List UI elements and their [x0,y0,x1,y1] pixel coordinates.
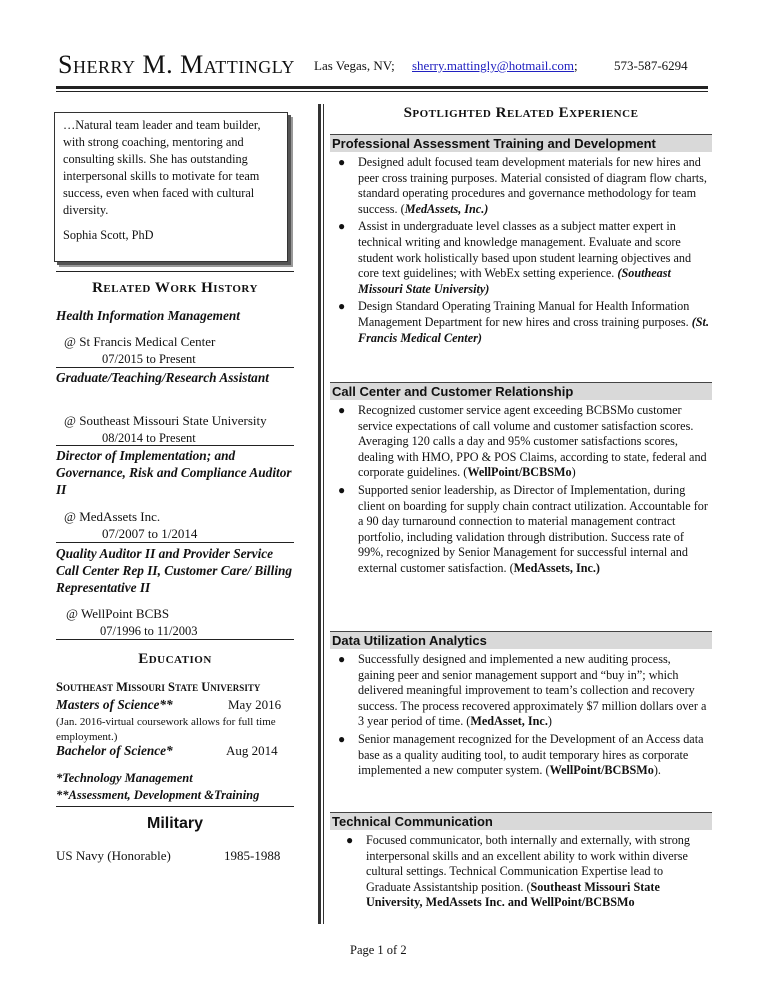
experience-heading: Spotlighted Related Experience [403,105,639,121]
job-location: @ MedAssets Inc. [64,509,161,524]
job-location: @ Southeast Missouri State University [64,413,267,428]
bullet-text: Successfully designed and implemented a new auditing process, gaining peer and senior management support and “buy in”; which delivered meaningful improvement to team’s collection and recovery success. The process recovered approximately $7 million dollars over a 3 year period of time. ( [358,652,707,729]
testimonial-box [54,112,288,262]
bullet-icon: ● [346,833,354,847]
bullet-tail: ). [653,763,661,778]
column-divider [318,104,321,924]
bullet-icon: ● [338,299,346,314]
military-service: US Navy (Honorable) [56,848,171,863]
location: Las Vegas, NV; [314,58,395,73]
list-item [338,833,710,911]
testimonial-author: Sophia Scott, PhD [63,228,154,242]
job-location: @ St Francis Medical Center [64,334,216,349]
job-title: Quality Auditor II and Provider Service Call Center Rep II, Customer Care/ Billing Representative II [56,546,293,595]
employer-tag: MedAssets, Inc.) [513,560,600,575]
job-location: @ WellPoint BCBS [66,606,170,621]
section-rule [56,639,294,640]
bullet-text: Senior management recognized for the Development of an Access data base as a quality auditing tool, to audit temporary hires as corporate implemented a new computer system. ( [358,731,704,778]
masters-date: May 2016 [228,697,282,712]
bullet-text: Recognized customer service agent exceeding BCBSMo customer service expectations of call volume and customer satisfaction scores. Averaging 120 calls a day and 95% customer satisfactions scores, dealing with HMO, PPO & POS Claims, according to state, federal and corporate guidelines. ( [358,403,707,480]
bullet-tail: ) [547,714,552,729]
work-history-heading: Related Work History [92,280,258,296]
job-dates: 07/1996 to 11/2003 [100,624,198,638]
email-link[interactable]: sherry.mattingly@hotmail.com [412,58,575,73]
column-divider-thin [323,104,324,924]
bullet-list-data-analytics [330,652,710,779]
degree-note-2: **Assessment, Development &Training [56,788,260,802]
employer-tag: (St. Francis Medical Center) [358,314,709,345]
list-item [330,483,710,577]
bullet-text: Assist in undergraduate level classes as a subject matter expert in technical writing and knowledge management. Evaluate and score student work holistically based upon student learning objectives and core text guidelines; with WebEx setting experience. [358,219,692,281]
list-item [330,299,710,346]
employer-tag: MedAsset, Inc. [470,714,548,729]
section-bar-professional: Professional Assessment Training and Development [330,134,712,152]
section-bar-call-center: Call Center and Customer Relationship [330,382,712,400]
employer-tag: (Southeast Missouri State University) [358,266,671,296]
job-rule [56,542,294,543]
section-rule [56,806,294,807]
header-rule [56,86,708,89]
bullet-icon: ● [338,731,346,746]
military-heading: Military [146,815,203,832]
email-line [412,58,578,74]
job-dates: 07/2015 to Present [102,352,196,366]
employer-tag: WellPoint/BCBSMo [549,763,654,778]
bachelors-degree: Bachelor of Science* [56,743,173,758]
job-rule [56,445,294,446]
job-title: Graduate/Teaching/Research Assistant [56,370,269,385]
education-heading: Education [138,651,212,667]
employer-tag: Southeast Missouri State University, MedAssets Inc. and WellPoint/BCBSMo [366,879,660,910]
bullet-text: Focused communicator, both internally and externally, with strong interpersonal skills and an excellent ability to work within diverse cultural settings. Technical Communication Expertise lead to Graduate Assistantship position. ( [366,833,690,894]
bullet-list-professional [330,155,710,346]
bullet-icon: ● [338,403,346,417]
email-separator: ; [574,58,578,73]
bullet-text: Designed adult focused team development materials for new hires and peer cross training purposes. Material consisted of diagram flow charts, standard operating procedures and governance methodology for team success. ( [358,155,707,216]
resume-name: Sherry M. Mattingly [58,50,295,79]
bullet-text: Design Standard Operating Training Manual for Health Information Management Department for new hires and cross training purposes. [358,299,692,329]
job-title: Director of Implementation; and Governance, Risk and Compliance Auditor II [56,448,292,497]
bullet-text: Supported senior leadership, as Director of Implementation, during client on boarding for supply chain contract utilization. Accountable for a 90 day turnaround connection to material management contract portfolio, including validation through distribution. Success rate of 99%, recognized by Senior Management for successful internal and external customer satisfaction. ( [358,482,708,575]
list-item [330,155,710,217]
bullet-icon: ● [338,219,346,234]
bullet-icon: ● [338,652,346,666]
bullet-list-technical-communication [338,833,710,911]
bullet-list-call-center [330,403,710,577]
military-years: 1985-1988 [224,848,281,863]
degree-note-1: *Technology Management [56,771,193,785]
masters-degree: Masters of Science** [56,697,173,712]
employer-tag: MedAssets, Inc.) [404,201,489,216]
list-item [330,403,710,481]
testimonial-text: …Natural team leader and team builder, with strong coaching, mentoring and consulting skills. She has outstanding interpersonal skills to motivate for team success, even when faced with cultural diversity. [63,118,261,217]
page-number: Page 1 of 2 [350,943,407,957]
bullet-icon: ● [338,155,346,169]
section-rule [56,271,294,272]
section-bar-data-analytics: Data Utilization Analytics [330,631,712,649]
phone: 573-587-6294 [614,58,688,73]
job-rule [56,367,294,368]
employer-tag: WellPoint/BCBSMo [467,465,572,480]
university-name: Southeast Missouri State University [56,680,261,694]
job-title: Health Information Management [56,308,240,323]
list-item [330,219,710,297]
section-bar-technical-communication: Technical Communication [330,812,712,830]
job-dates: 07/2007 to 1/2014 [102,526,198,541]
header-rule-thin [56,91,708,92]
bullet-icon: ● [338,482,346,497]
list-item [330,652,710,730]
list-item [330,732,710,779]
job-dates: 08/2014 to Present [102,431,196,445]
bullet-tail: ) [571,465,576,480]
bachelors-date: Aug 2014 [226,743,278,758]
masters-note: (Jan. 2016-virtual coursework allows for full time employment.) [56,716,276,743]
